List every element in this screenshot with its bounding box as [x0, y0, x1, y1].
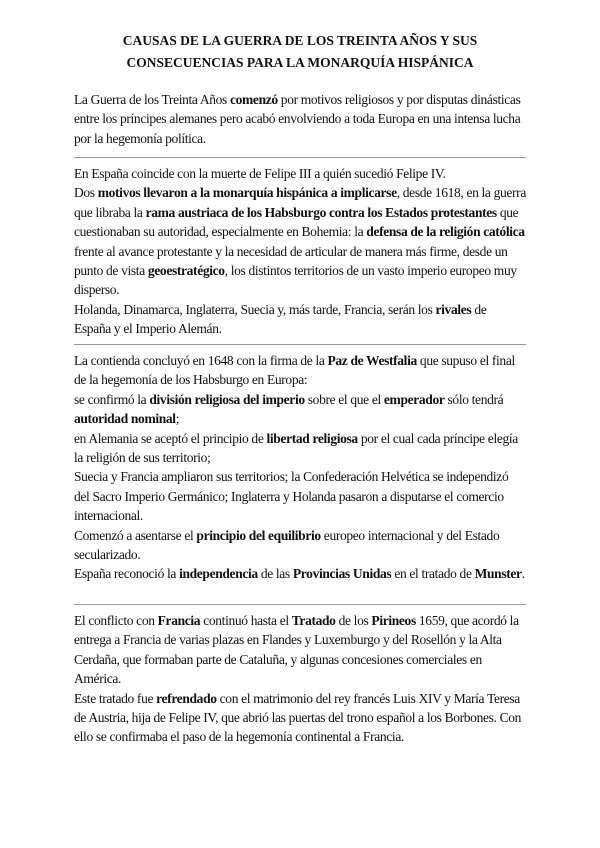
text-run: que cuestionaban su autoridad, especialmente en Bohemia: la [74, 204, 519, 240]
section-spain-involvement [74, 164, 526, 339]
bold-text: autoridad nominal [74, 411, 176, 427]
paragraph [74, 390, 526, 429]
text-run: sólo tendrá [444, 391, 504, 407]
text-run: 1659, que acordó la entrega a Francia de varias plazas en Flandes y Luxemburgo y del Rosellón y la Alta Cerdaña, que formaban parte de Cataluña, y algunas concesiones comerciales en América. [74, 613, 519, 687]
bold-text: refrendado [156, 690, 217, 706]
paragraph [74, 351, 526, 390]
text-run: Dos [74, 185, 98, 201]
section-divider [74, 604, 526, 605]
text-run: de España y el Imperio Alemán. [74, 301, 487, 337]
text-run: en Alemania se aceptó el principio de [74, 430, 267, 446]
paragraph [74, 429, 526, 468]
text-run: continuó hasta el [200, 613, 292, 628]
text-run: de los [335, 613, 372, 628]
bold-text: independencia [179, 566, 258, 582]
text-run: por el cual cada príncipe elegía la religión de sus territorio; [74, 430, 518, 466]
text-run: Holanda, Dinamarca, Inglaterra, Suecia y, más tarde, Francia, serán los [74, 301, 436, 317]
section-divider [74, 157, 526, 158]
bold-text: división religiosa del imperio [149, 391, 305, 407]
bold-text: rama austriaca de los Habsburgo contra los Estados protestantes [145, 204, 497, 220]
text-run: europeo internacional y del Estado secularizado. [74, 527, 500, 563]
bold-text: motivos llevaron a la monarquía hispánica a implicarse [97, 185, 397, 201]
bold-text: Pirineos [371, 613, 416, 628]
text-run: sobre el que el [304, 391, 384, 407]
bold-text: Paz de Westfalia [327, 353, 417, 368]
title-line-2: CONSECUENCIAS PARA LA MONARQUÍA HISPÁNICA [126, 55, 474, 70]
paragraph [74, 564, 526, 583]
text-run: La contienda concluyó en 1648 con la firma de la [74, 353, 328, 368]
text-run: España reconoció la [74, 566, 180, 582]
paragraph [74, 183, 526, 299]
text-run: con el matrimonio del rey francés Luis XIV y María Teresa de Austria, hija de Felipe IV, que abrió las puertas del trono español a los Borbones. Con ello se confirmaba el paso de la hegemonía continental a Francia. [74, 690, 522, 745]
paragraph [74, 300, 526, 339]
section-treaty-of-pyrenees [74, 611, 526, 747]
text-run: se confirmó la [74, 391, 150, 407]
text-run: Comenzó a asentarse el [74, 527, 197, 543]
paragraph [74, 90, 526, 148]
text-run: que supuso el final de la hegemonía de los Habsburgo en Europa: [74, 353, 515, 388]
text-run: ; [175, 411, 180, 427]
bold-text: Munster [474, 566, 522, 582]
bold-text: rivales [435, 301, 472, 317]
text-run: por motivos religiosos y por disputas dinásticas entre los príncipes alemanes pero acabó envolviendo a toda Europa en una intensa lucha por la hegemonía política. [74, 92, 521, 146]
document-title [60, 30, 540, 74]
section-divider [74, 344, 526, 345]
bold-text: comenzó [229, 92, 278, 107]
text-run: en el tratado de [391, 566, 475, 582]
text-run: En España coincide con la muerte de Felipe III a quién sucedió Felipe IV. [74, 166, 446, 181]
bold-text: defensa de la religión católica [366, 224, 525, 240]
text-run: Suecia y Francia ampliaron sus territorios; la Confederación Helvética se independizó del Sacro Imperio Germánico; Inglaterra y Holanda pasaron a disputarse el comercio internacional. [74, 469, 509, 524]
bold-text: principio del equilibrio [196, 527, 321, 543]
text-run: frente al avance protestante y la necesidad de articular de manera más firme, desde un punto de vista [74, 243, 508, 279]
bold-text: Provincias Unidas [292, 566, 392, 582]
section-intro [74, 90, 526, 148]
paragraph [74, 467, 526, 525]
section-peace-of-westphalia [74, 351, 526, 584]
bold-text: geoestratégico [147, 263, 225, 279]
text-run: La Guerra de los Treinta Años [74, 92, 230, 107]
text-run: , los distintos territorios de un vasto imperio europeo muy disperso. [74, 263, 517, 298]
paragraph [74, 611, 526, 689]
text-run: . [521, 566, 525, 582]
text-run: , desde 1618, en la guerra que libraba la [74, 185, 526, 220]
paragraph [74, 164, 526, 183]
title-line-1: CAUSAS DE LA GUERRA DE LOS TREINTA AÑOS Y SUS [122, 33, 478, 48]
paragraph [74, 526, 526, 565]
paragraph [74, 689, 526, 747]
text-run: de las [257, 566, 293, 582]
bold-text: emperador [383, 391, 445, 407]
bold-text: Tratado [291, 613, 336, 628]
text-run: Este tratado fue [74, 690, 157, 706]
bold-text: libertad religiosa [266, 430, 358, 446]
text-run: El conflicto con [74, 613, 158, 628]
bold-text: Francia [157, 613, 201, 628]
